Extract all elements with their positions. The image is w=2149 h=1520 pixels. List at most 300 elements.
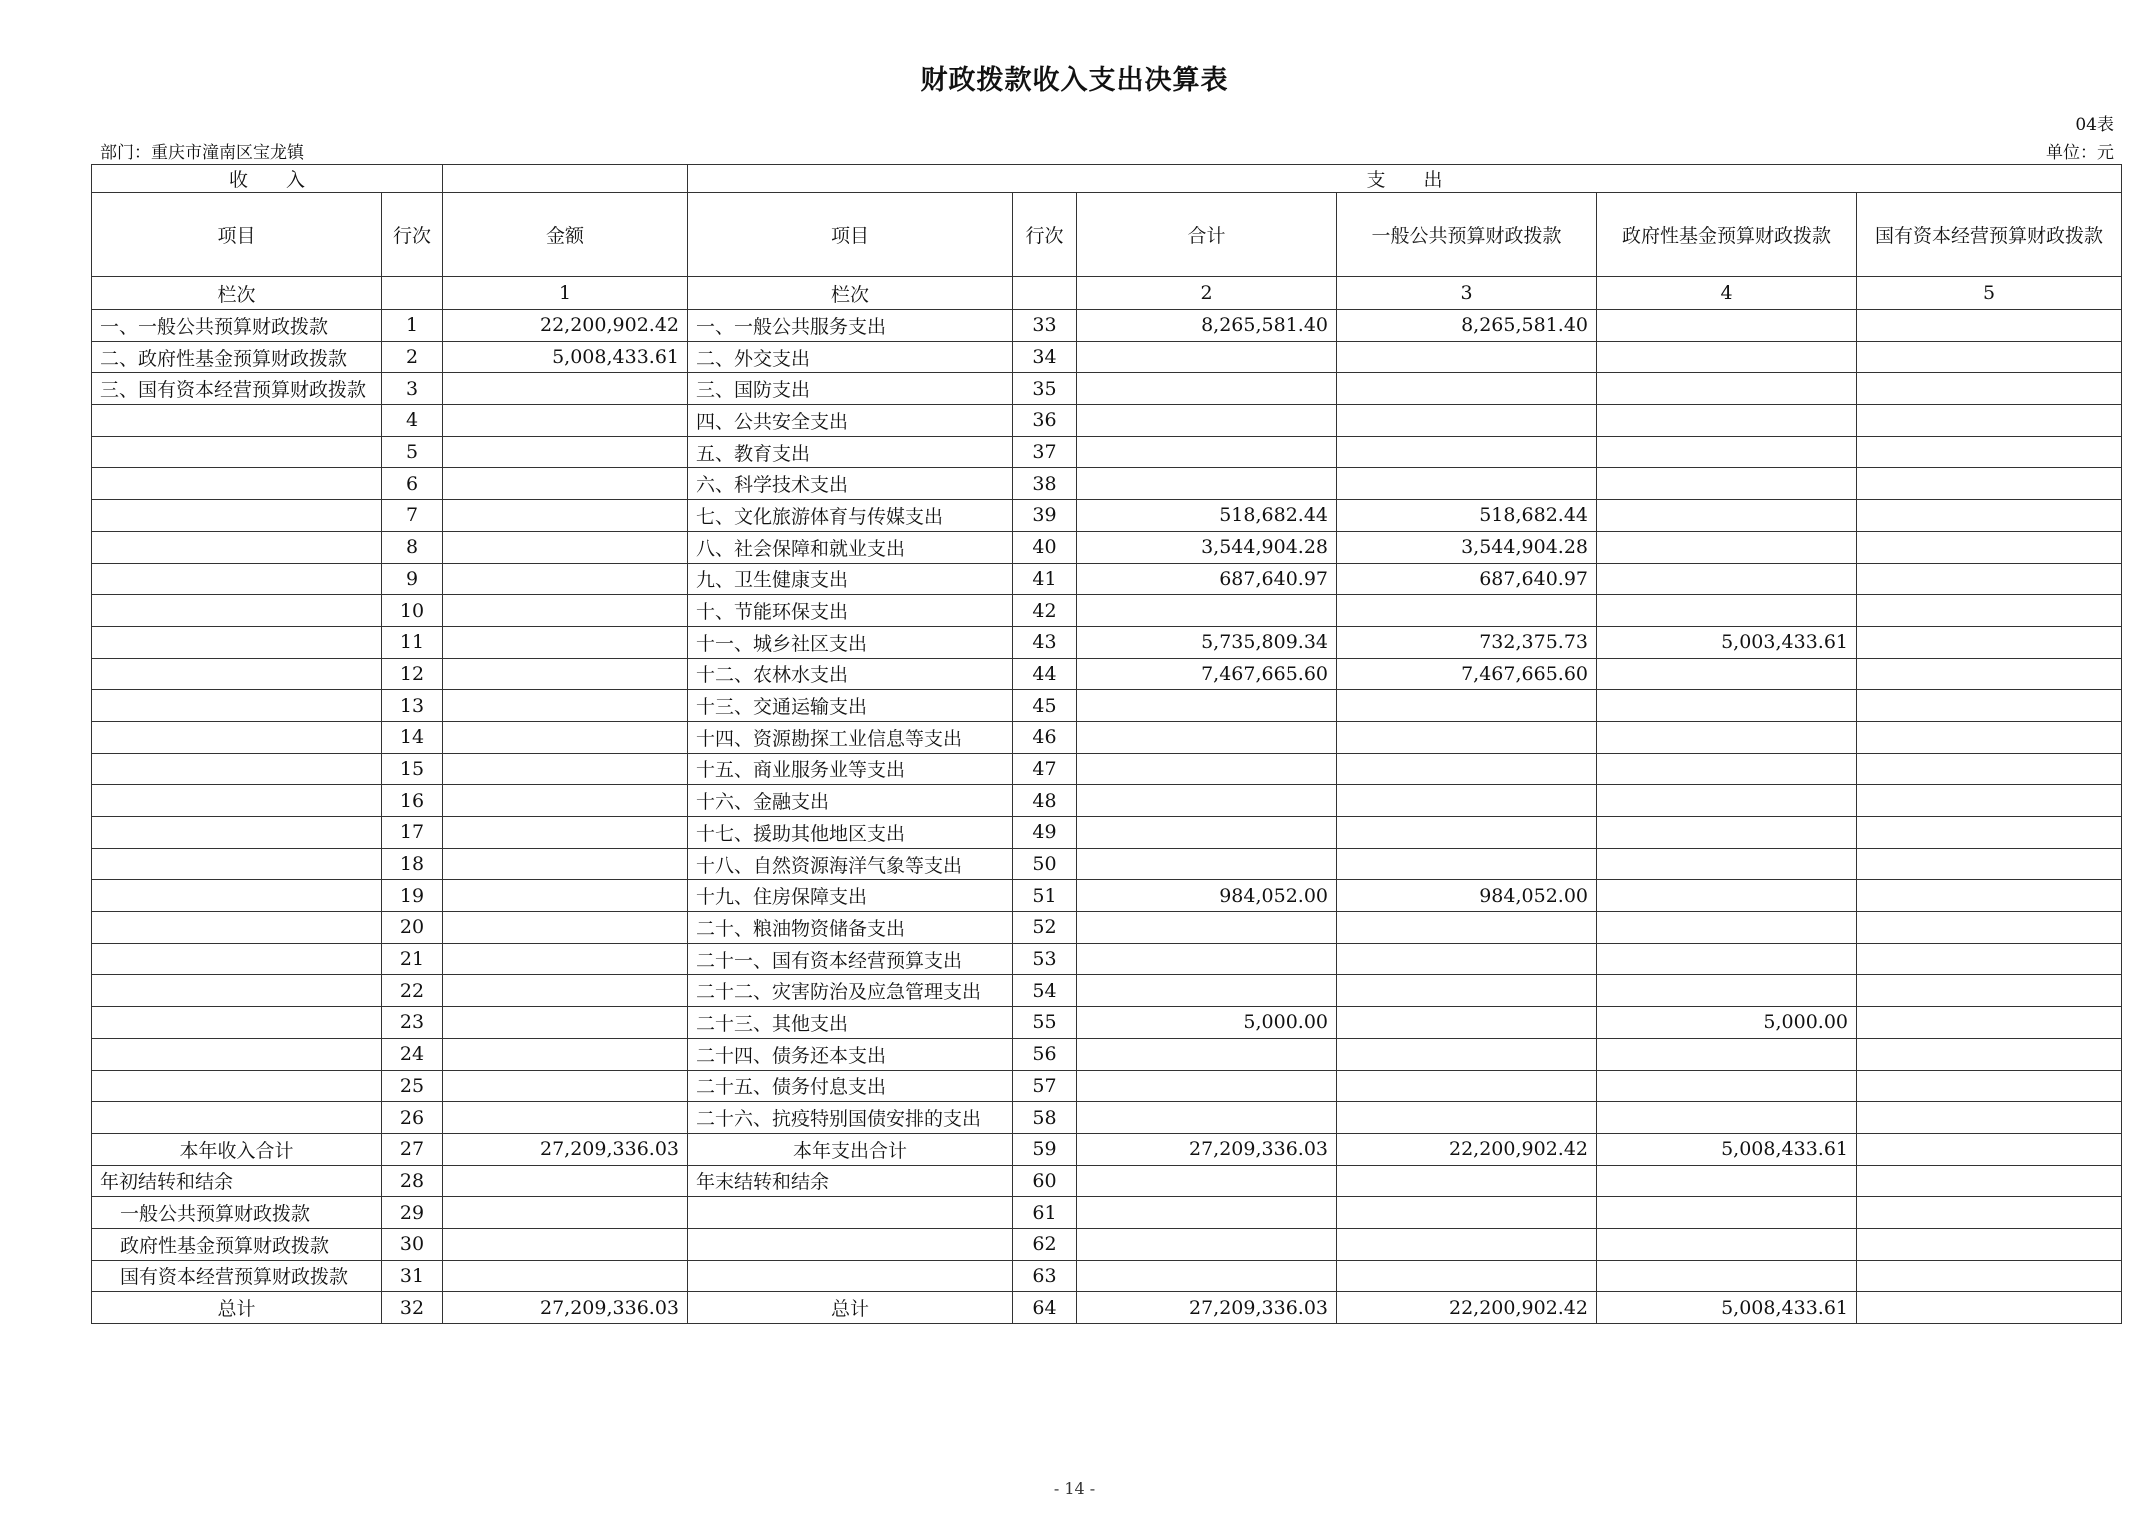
cell-total: 8,265,581.40	[1077, 310, 1337, 342]
cell-state-capital	[1857, 626, 2122, 658]
cell-expense-line: 63	[1013, 1260, 1077, 1292]
cell-income-amount	[443, 1102, 688, 1134]
cell-fund	[1597, 658, 1857, 690]
cell-fund	[1597, 1102, 1857, 1134]
cell-fund	[1597, 1070, 1857, 1102]
cell-income-line: 25	[382, 1070, 443, 1102]
cell-general	[1337, 468, 1597, 500]
cell-income-line: 6	[382, 468, 443, 500]
cell-general	[1337, 436, 1597, 468]
table-row	[92, 912, 2122, 944]
cell-income-line: 15	[382, 753, 443, 785]
cell-income-amount	[443, 975, 688, 1007]
cell-total	[1077, 753, 1337, 785]
cell-income-line: 19	[382, 880, 443, 912]
cell-fund	[1597, 817, 1857, 849]
cell-total	[1077, 1070, 1337, 1102]
cell-state-capital	[1857, 563, 2122, 595]
cell-general: 22,200,902.42	[1337, 1292, 1597, 1324]
cell-general	[1337, 785, 1597, 817]
cell-expense-item: 十一、城乡社区支出	[688, 626, 1013, 658]
table-row	[92, 500, 2122, 532]
cell-fund	[1597, 1038, 1857, 1070]
cell-general	[1337, 1197, 1597, 1229]
cell-total	[1077, 721, 1337, 753]
cell-income-line: 1	[382, 310, 443, 342]
table-row	[92, 658, 2122, 690]
cell-fund	[1597, 943, 1857, 975]
cell-general	[1337, 341, 1597, 373]
cell-general: 22,200,902.42	[1337, 1133, 1597, 1165]
cell-income-item	[92, 912, 382, 944]
cell-income-amount	[443, 753, 688, 785]
cell-total	[1077, 817, 1337, 849]
table-row	[92, 1228, 2122, 1260]
cell-state-capital	[1857, 658, 2122, 690]
cell-general	[1337, 753, 1597, 785]
cell-fund	[1597, 690, 1857, 722]
cell-expense-item: 二十六、抗疫特别国债安排的支出	[688, 1102, 1013, 1134]
cell-expense-line: 58	[1013, 1102, 1077, 1134]
table-row	[92, 1102, 2122, 1134]
cell-expense-line: 44	[1013, 658, 1077, 690]
table-row	[92, 1292, 2122, 1324]
cell-income-amount	[443, 1260, 688, 1292]
cell-income-item	[92, 753, 382, 785]
cell-state-capital	[1857, 912, 2122, 944]
cell-income-item: 国有资本经营预算财政拨款	[92, 1260, 382, 1292]
cell-fund	[1597, 531, 1857, 563]
cell-expense-line: 46	[1013, 721, 1077, 753]
cell-fund	[1597, 848, 1857, 880]
cell-fund	[1597, 1197, 1857, 1229]
table-row	[92, 595, 2122, 627]
cell-income-item	[92, 658, 382, 690]
table-row	[92, 1133, 2122, 1165]
table-row	[92, 341, 2122, 373]
cell-income-line: 3	[382, 373, 443, 405]
cell-income-item	[92, 880, 382, 912]
col-income-amount-no: 1	[443, 277, 688, 310]
cell-general	[1337, 912, 1597, 944]
cell-state-capital	[1857, 1038, 2122, 1070]
cell-fund	[1597, 975, 1857, 1007]
cell-income-item	[92, 785, 382, 817]
header-state-capital: 国有资本经营预算财政拨款	[1857, 193, 2122, 277]
cell-fund	[1597, 753, 1857, 785]
cell-state-capital	[1857, 531, 2122, 563]
cell-total: 27,209,336.03	[1077, 1133, 1337, 1165]
cell-income-line: 27	[382, 1133, 443, 1165]
cell-expense-line: 50	[1013, 848, 1077, 880]
table-row	[92, 785, 2122, 817]
table-row	[92, 1260, 2122, 1292]
cell-income-item: 年初结转和结余	[92, 1165, 382, 1197]
cell-income-line: 10	[382, 595, 443, 627]
cell-general	[1337, 1102, 1597, 1134]
cell-state-capital	[1857, 721, 2122, 753]
cell-state-capital	[1857, 1260, 2122, 1292]
cell-general: 518,682.44	[1337, 500, 1597, 532]
cell-total: 27,209,336.03	[1077, 1292, 1337, 1324]
cell-expense-item: 二十四、债务还本支出	[688, 1038, 1013, 1070]
table-row	[92, 1007, 2122, 1039]
cell-income-line: 12	[382, 658, 443, 690]
cell-income-line: 26	[382, 1102, 443, 1134]
cell-income-item	[92, 1102, 382, 1134]
cell-expense-item: 六、科学技术支出	[688, 468, 1013, 500]
cell-general	[1337, 1228, 1597, 1260]
cell-expense-item: 三、国防支出	[688, 373, 1013, 405]
cell-income-amount	[443, 468, 688, 500]
table-row	[92, 1197, 2122, 1229]
cell-expense-line: 39	[1013, 500, 1077, 532]
cell-fund	[1597, 563, 1857, 595]
cell-fund	[1597, 310, 1857, 342]
table-row	[92, 975, 2122, 1007]
cell-state-capital	[1857, 1292, 2122, 1324]
cell-income-amount	[443, 436, 688, 468]
header-income-amount: 金额	[443, 193, 688, 277]
cell-state-capital	[1857, 500, 2122, 532]
cell-income-line: 5	[382, 436, 443, 468]
cell-income-line: 16	[382, 785, 443, 817]
cell-state-capital	[1857, 1133, 2122, 1165]
header-total: 合计	[1077, 193, 1337, 277]
cell-fund	[1597, 1228, 1857, 1260]
cell-income-amount	[443, 785, 688, 817]
cell-fund	[1597, 341, 1857, 373]
cell-income-item	[92, 595, 382, 627]
cell-fund: 5,008,433.61	[1597, 1292, 1857, 1324]
cell-expense-item: 十六、金融支出	[688, 785, 1013, 817]
table-row	[92, 373, 2122, 405]
cell-expense-item: 二十一、国有资本经营预算支出	[688, 943, 1013, 975]
cell-expense-line: 57	[1013, 1070, 1077, 1102]
cell-state-capital	[1857, 880, 2122, 912]
cell-income-item	[92, 721, 382, 753]
cell-total	[1077, 785, 1337, 817]
cell-total	[1077, 1165, 1337, 1197]
department-label: 部门：重庆市潼南区宝龙镇	[100, 143, 304, 163]
cell-total	[1077, 373, 1337, 405]
cell-expense-line: 64	[1013, 1292, 1077, 1324]
cell-income-item: 三、国有资本经营预算财政拨款	[92, 373, 382, 405]
cell-fund	[1597, 721, 1857, 753]
cell-income-item	[92, 1007, 382, 1039]
col-general-no: 3	[1337, 277, 1597, 310]
cell-expense-item: 十四、资源勘探工业信息等支出	[688, 721, 1013, 753]
cell-total: 5,735,809.34	[1077, 626, 1337, 658]
col-fund-no: 4	[1597, 277, 1857, 310]
cell-general	[1337, 817, 1597, 849]
cell-general	[1337, 721, 1597, 753]
cell-expense-line: 34	[1013, 341, 1077, 373]
section-expense-label: 支 出	[688, 165, 2122, 193]
cell-income-amount	[443, 690, 688, 722]
cell-total: 687,640.97	[1077, 563, 1337, 595]
cell-income-line: 21	[382, 943, 443, 975]
cell-state-capital	[1857, 405, 2122, 437]
cell-expense-item: 五、教育支出	[688, 436, 1013, 468]
cell-state-capital	[1857, 436, 2122, 468]
cell-income-item: 一般公共预算财政拨款	[92, 1197, 382, 1229]
cell-income-item	[92, 626, 382, 658]
section-header-row	[92, 165, 2122, 193]
cell-total	[1077, 943, 1337, 975]
cell-income-line: 30	[382, 1228, 443, 1260]
cell-general	[1337, 848, 1597, 880]
table-row	[92, 626, 2122, 658]
cell-income-amount	[443, 817, 688, 849]
cell-state-capital	[1857, 817, 2122, 849]
table-row	[92, 1038, 2122, 1070]
cell-expense-item	[688, 1228, 1013, 1260]
cell-fund	[1597, 500, 1857, 532]
cell-income-line: 29	[382, 1197, 443, 1229]
cell-total	[1077, 690, 1337, 722]
cell-state-capital	[1857, 310, 2122, 342]
cell-expense-item: 二十、粮油物资储备支出	[688, 912, 1013, 944]
col-expense-label: 栏次	[688, 277, 1013, 310]
cell-expense-line: 56	[1013, 1038, 1077, 1070]
cell-expense-item: 二、外交支出	[688, 341, 1013, 373]
cell-fund	[1597, 785, 1857, 817]
cell-general: 3,544,904.28	[1337, 531, 1597, 563]
cell-income-amount	[443, 1070, 688, 1102]
section-income-blank	[443, 165, 688, 193]
cell-income-item	[92, 436, 382, 468]
cell-income-item	[92, 1038, 382, 1070]
cell-income-line: 28	[382, 1165, 443, 1197]
cell-expense-item: 二十三、其他支出	[688, 1007, 1013, 1039]
header-income-line: 行次	[382, 193, 443, 277]
cell-expense-line: 53	[1013, 943, 1077, 975]
cell-expense-item: 十、节能环保支出	[688, 595, 1013, 627]
table-row	[92, 1070, 2122, 1102]
cell-income-line: 8	[382, 531, 443, 563]
cell-general: 7,467,665.60	[1337, 658, 1597, 690]
cell-state-capital	[1857, 785, 2122, 817]
cell-fund	[1597, 436, 1857, 468]
col-state-capital-no: 5	[1857, 277, 2122, 310]
col-total-no: 2	[1077, 277, 1337, 310]
cell-expense-item: 二十五、债务付息支出	[688, 1070, 1013, 1102]
cell-expense-line: 48	[1013, 785, 1077, 817]
cell-general	[1337, 690, 1597, 722]
cell-income-amount	[443, 563, 688, 595]
page-number: - 14 -	[1053, 1479, 1096, 1498]
table-row	[92, 531, 2122, 563]
cell-income-line: 14	[382, 721, 443, 753]
cell-total	[1077, 1102, 1337, 1134]
cell-income-amount	[443, 1007, 688, 1039]
cell-expense-item: 九、卫生健康支出	[688, 563, 1013, 595]
cell-general	[1337, 1260, 1597, 1292]
cell-income-item	[92, 975, 382, 1007]
cell-income-item	[92, 531, 382, 563]
cell-income-item: 一、一般公共预算财政拨款	[92, 310, 382, 342]
cell-general	[1337, 975, 1597, 1007]
cell-income-amount	[443, 848, 688, 880]
cell-total: 518,682.44	[1077, 500, 1337, 532]
cell-expense-line: 40	[1013, 531, 1077, 563]
cell-total: 5,000.00	[1077, 1007, 1337, 1039]
cell-fund	[1597, 912, 1857, 944]
cell-income-amount	[443, 658, 688, 690]
cell-expense-line: 61	[1013, 1197, 1077, 1229]
cell-income-line: 18	[382, 848, 443, 880]
cell-fund: 5,003,433.61	[1597, 626, 1857, 658]
cell-income-amount	[443, 595, 688, 627]
table-row	[92, 468, 2122, 500]
cell-expense-item: 十七、援助其他地区支出	[688, 817, 1013, 849]
cell-state-capital	[1857, 690, 2122, 722]
cell-income-amount: 27,209,336.03	[443, 1133, 688, 1165]
cell-general	[1337, 405, 1597, 437]
header-fund: 政府性基金预算财政拨款	[1597, 193, 1857, 277]
cell-expense-line: 62	[1013, 1228, 1077, 1260]
table-row	[92, 753, 2122, 785]
cell-income-item	[92, 563, 382, 595]
cell-general	[1337, 373, 1597, 405]
cell-income-line: 32	[382, 1292, 443, 1324]
header-general: 一般公共预算财政拨款	[1337, 193, 1597, 277]
cell-general	[1337, 1007, 1597, 1039]
cell-income-amount	[443, 912, 688, 944]
cell-state-capital	[1857, 1102, 2122, 1134]
cell-state-capital	[1857, 975, 2122, 1007]
cell-income-item	[92, 817, 382, 849]
cell-fund	[1597, 1165, 1857, 1197]
table-row	[92, 436, 2122, 468]
table-row	[92, 310, 2122, 342]
header-expense-line: 行次	[1013, 193, 1077, 277]
cell-expense-line: 60	[1013, 1165, 1077, 1197]
col-expense-line-blank	[1013, 277, 1077, 310]
cell-expense-line: 45	[1013, 690, 1077, 722]
cell-state-capital	[1857, 1228, 2122, 1260]
cell-expense-line: 37	[1013, 436, 1077, 468]
cell-expense-item: 七、文化旅游体育与传媒支出	[688, 500, 1013, 532]
table-row	[92, 817, 2122, 849]
table-row	[92, 690, 2122, 722]
cell-general	[1337, 1165, 1597, 1197]
cell-total: 3,544,904.28	[1077, 531, 1337, 563]
cell-income-line: 9	[382, 563, 443, 595]
table-number: 04表	[2075, 115, 2114, 135]
cell-fund	[1597, 468, 1857, 500]
column-number-row	[92, 277, 2122, 310]
table-row	[92, 563, 2122, 595]
cell-income-amount	[443, 721, 688, 753]
cell-general: 732,375.73	[1337, 626, 1597, 658]
cell-expense-item: 二十二、灾害防治及应急管理支出	[688, 975, 1013, 1007]
cell-general: 687,640.97	[1337, 563, 1597, 595]
cell-income-line: 11	[382, 626, 443, 658]
cell-expense-item: 十三、交通运输支出	[688, 690, 1013, 722]
cell-expense-line: 42	[1013, 595, 1077, 627]
cell-income-amount	[443, 531, 688, 563]
cell-general	[1337, 595, 1597, 627]
cell-income-amount	[443, 405, 688, 437]
section-income-label: 收 入	[92, 165, 443, 193]
cell-income-item	[92, 500, 382, 532]
cell-income-item	[92, 943, 382, 975]
cell-income-item: 总计	[92, 1292, 382, 1324]
cell-total	[1077, 468, 1337, 500]
cell-income-line: 2	[382, 341, 443, 373]
cell-total	[1077, 975, 1337, 1007]
table-row	[92, 848, 2122, 880]
cell-income-line: 4	[382, 405, 443, 437]
cell-income-line: 17	[382, 817, 443, 849]
cell-income-amount	[443, 373, 688, 405]
cell-state-capital	[1857, 943, 2122, 975]
cell-total	[1077, 912, 1337, 944]
cell-expense-line: 33	[1013, 310, 1077, 342]
cell-income-item	[92, 690, 382, 722]
cell-state-capital	[1857, 1197, 2122, 1229]
cell-income-amount: 22,200,902.42	[443, 310, 688, 342]
cell-income-amount	[443, 1038, 688, 1070]
cell-state-capital	[1857, 848, 2122, 880]
cell-state-capital	[1857, 753, 2122, 785]
cell-income-item	[92, 468, 382, 500]
cell-income-amount	[443, 626, 688, 658]
cell-income-amount	[443, 943, 688, 975]
cell-income-amount	[443, 1228, 688, 1260]
cell-total	[1077, 341, 1337, 373]
cell-state-capital	[1857, 373, 2122, 405]
cell-expense-item: 十二、农林水支出	[688, 658, 1013, 690]
cell-state-capital	[1857, 595, 2122, 627]
cell-expense-line: 51	[1013, 880, 1077, 912]
cell-expense-item: 十九、住房保障支出	[688, 880, 1013, 912]
unit-label: 单位：元	[2046, 143, 2114, 163]
cell-income-amount	[443, 1165, 688, 1197]
cell-total	[1077, 405, 1337, 437]
cell-general	[1337, 1038, 1597, 1070]
cell-state-capital	[1857, 1007, 2122, 1039]
header-expense-item: 项目	[688, 193, 1013, 277]
cell-expense-line: 36	[1013, 405, 1077, 437]
cell-general	[1337, 943, 1597, 975]
cell-expense-item: 四、公共安全支出	[688, 405, 1013, 437]
cell-expense-item: 十八、自然资源海洋气象等支出	[688, 848, 1013, 880]
cell-income-amount	[443, 880, 688, 912]
cell-expense-line: 43	[1013, 626, 1077, 658]
cell-total	[1077, 1260, 1337, 1292]
cell-expense-item: 本年支出合计	[688, 1133, 1013, 1165]
cell-total	[1077, 1228, 1337, 1260]
cell-expense-line: 54	[1013, 975, 1077, 1007]
cell-income-item: 二、政府性基金预算财政拨款	[92, 341, 382, 373]
cell-total: 984,052.00	[1077, 880, 1337, 912]
cell-income-amount	[443, 1197, 688, 1229]
cell-income-amount	[443, 500, 688, 532]
cell-expense-line: 47	[1013, 753, 1077, 785]
cell-expense-item: 总计	[688, 1292, 1013, 1324]
cell-general	[1337, 1070, 1597, 1102]
cell-expense-line: 52	[1013, 912, 1077, 944]
cell-income-line: 24	[382, 1038, 443, 1070]
cell-total	[1077, 436, 1337, 468]
cell-fund	[1597, 373, 1857, 405]
cell-fund	[1597, 405, 1857, 437]
table-row	[92, 943, 2122, 975]
page-title: 财政拨款收入支出决算表	[920, 65, 1229, 96]
